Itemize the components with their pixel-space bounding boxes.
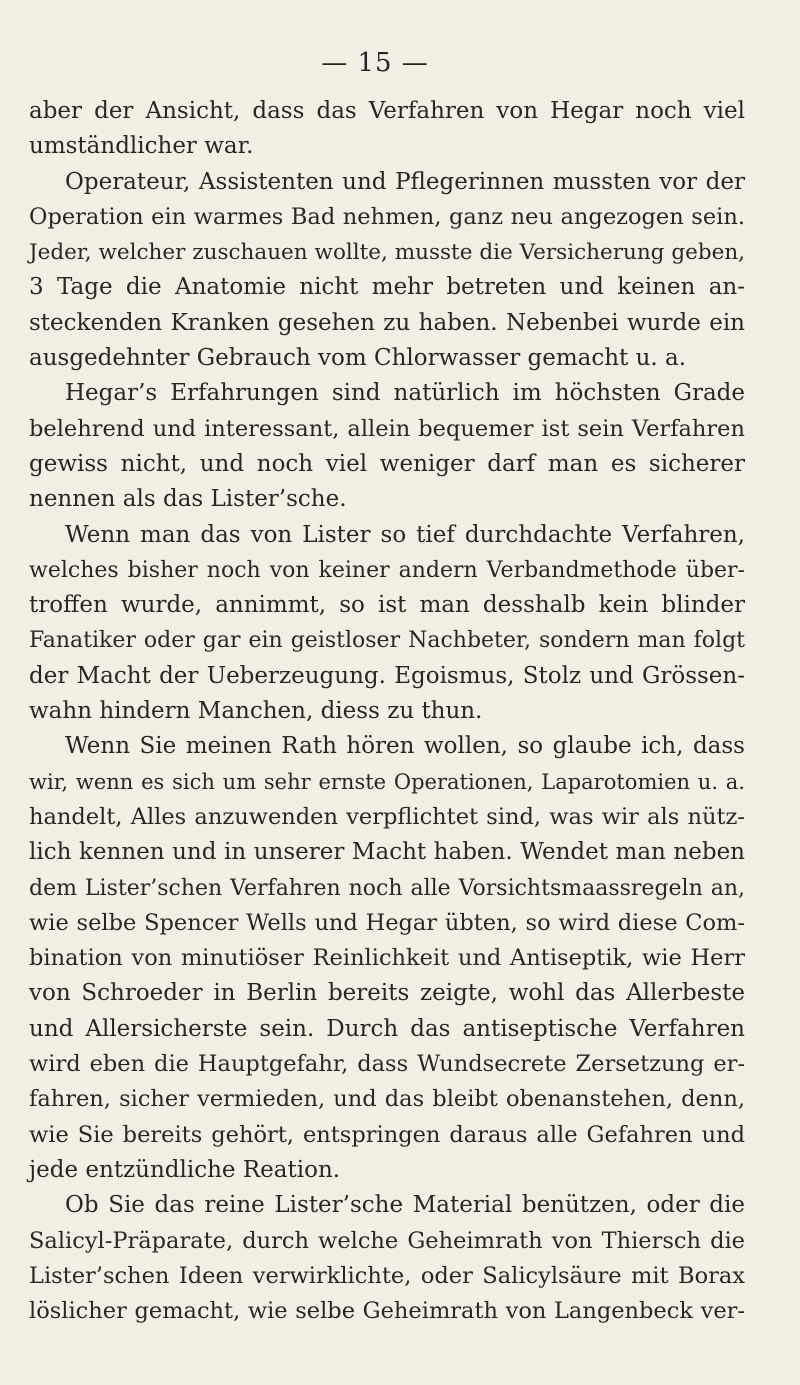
- text-line: Operateur, Assistenten und Pflegerinnen mussten vor der: [65, 168, 745, 195]
- text-line: wie Sie bereits gehört, entspringen daraus alle Gefahren und: [29, 1121, 745, 1148]
- text-line: von Schroeder in Berlin bereits zeigte, wohl das Allerbeste: [29, 980, 745, 1007]
- text-line: Fanatiker oder gar ein geistloser Nachbeter, sondern man folgt: [29, 628, 745, 654]
- text-line: troffen wurde, annimmt, so ist man desshalb kein blinder: [29, 592, 745, 619]
- text-line: 3 Tage die Anatomie nicht mehr betreten und keinen an-: [29, 274, 745, 301]
- text-line: umständlicher war.: [29, 133, 254, 160]
- text-line: ausgedehnter Gebrauch vom Chlorwasser gemacht u. a.: [29, 345, 687, 372]
- text-line: wir, wenn es sich um sehr ernste Operationen, Laparotomien u. a.: [29, 769, 745, 794]
- text-line: fahren, sicher vermieden, und das bleibt obenanstehen, denn,: [29, 1086, 745, 1113]
- text-line: Ob Sie das reine Lister’sche Material benützen, oder die: [65, 1192, 745, 1219]
- text-line: Lister’schen Ideen verwirklichte, oder Salicylsäure mit Borax: [29, 1262, 745, 1289]
- text-line: nennen als das Lister’sche.: [29, 486, 347, 513]
- text-line: Wenn man das von Lister so tief durchdachte Verfahren,: [65, 521, 745, 548]
- text-line: handelt, Alles anzuwenden verpflichtet sind, was wir als nütz-: [29, 803, 745, 830]
- text-line: der Macht der Ueberzeugung. Egoismus, Stolz und Grössen-: [29, 662, 745, 689]
- page-number: — 15 —: [321, 48, 429, 78]
- body-text: [29, 94, 745, 1329]
- text-line: jede entzündliche Reation.: [29, 1156, 341, 1183]
- text-line: Salicyl-Präparate, durch welche Geheimrath von Thiersch die: [29, 1227, 745, 1254]
- text-line: löslicher gemacht, wie selbe Geheimrath von Langenbeck ver-: [29, 1298, 745, 1325]
- text-line: Operation ein warmes Bad nehmen, ganz neu angezogen sein.: [29, 203, 745, 230]
- text-line: wie selbe Spencer Wells und Hegar übten, so wird diese Com-: [29, 909, 745, 936]
- text-line: belehrend und interessant, allein bequemer ist sein Verfahren: [29, 415, 745, 442]
- text-line: aber der Ansicht, dass das Verfahren von Hegar noch viel: [29, 98, 745, 124]
- text-line: wahn hindern Manchen, diess zu thun.: [29, 698, 483, 725]
- text-line: und Allersicherste sein. Durch das antiseptische Verfahren: [29, 1015, 745, 1042]
- text-line: gewiss nicht, und noch viel weniger darf man es sicherer: [29, 450, 745, 477]
- text-line: wird eben die Hauptgefahr, dass Wundsecrete Zersetzung er-: [29, 1051, 745, 1078]
- text-line: Wenn Sie meinen Rath hören wollen, so glaube ich, dass: [65, 733, 745, 760]
- text-line: dem Lister’schen Verfahren noch alle Vorsichtsmaassregeln an,: [29, 875, 745, 901]
- text-line: steckenden Kranken gesehen zu haben. Nebenbei wurde ein: [29, 309, 745, 336]
- text-line: Jeder, welcher zuschauen wollte, musste die Versicherung geben,: [29, 240, 745, 266]
- text-line: bination von minutiöser Reinlichkeit und Antiseptik, wie Herr: [29, 945, 745, 972]
- text-line: welches bisher noch von keiner andern Verbandmethode über-: [29, 557, 745, 583]
- text-line: lich kennen und in unserer Macht haben. Wendet man neben: [29, 839, 745, 866]
- text-line: Hegar’s Erfahrungen sind natürlich im höchsten Grade: [65, 380, 745, 407]
